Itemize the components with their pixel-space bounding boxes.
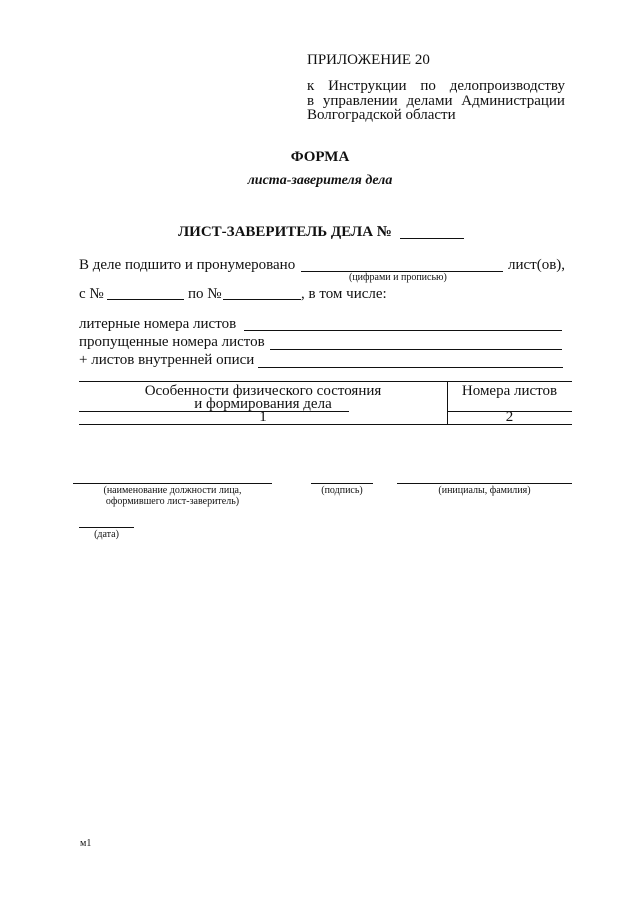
form-title: ФОРМА xyxy=(290,149,350,165)
instruction-word: Администрации xyxy=(461,93,565,109)
instruction-word: в xyxy=(307,93,315,109)
table-bottom-border xyxy=(79,424,572,425)
date-line xyxy=(79,527,134,528)
sheet-title: ЛИСТ-ЗАВЕРИТЕЛЬ ДЕЛА № xyxy=(178,224,392,240)
skipped-sheets-line xyxy=(270,349,562,350)
inner-inventory-label: + листов внутренней описи xyxy=(79,352,255,368)
instruction-line-3: Волгоградской области xyxy=(307,107,456,123)
to-number-label: по № xyxy=(188,286,222,302)
filed-label: В деле подшито и пронумеровано xyxy=(79,257,296,273)
initials-caption: (инициалы, фамилия) xyxy=(438,485,531,496)
table-header-features-line2: и формирования дела xyxy=(194,396,332,412)
instruction-word: делами xyxy=(406,93,453,109)
from-number-line xyxy=(107,299,184,300)
signature-caption: (подпись) xyxy=(321,485,363,496)
table-top-border xyxy=(79,381,572,382)
appendix-label: ПРИЛОЖЕНИЕ 20 xyxy=(307,52,430,68)
instruction-word: к xyxy=(307,78,315,94)
instruction-word: управлении xyxy=(322,93,398,109)
table-header-features-line1: Особенности физического состояния xyxy=(144,383,382,399)
signature-line xyxy=(311,483,373,484)
instruction-word: делопроизводству xyxy=(449,78,565,94)
letter-sheets-line xyxy=(244,330,562,331)
position-line xyxy=(73,483,272,484)
table-header-sheet-numbers: Номера листов xyxy=(461,383,558,399)
date-caption: (дата) xyxy=(94,529,119,540)
case-number-line xyxy=(400,238,464,239)
position-caption-line2: оформившего лист-заверитель) xyxy=(105,496,240,507)
form-subtitle: листа-заверителя дела xyxy=(247,173,393,188)
to-number-line xyxy=(223,299,301,300)
from-number-label: с № xyxy=(79,286,104,302)
page-mark: м1 xyxy=(80,838,92,849)
digits-hint: (цифрами и прописью) xyxy=(349,272,447,283)
inner-inventory-line xyxy=(258,367,563,368)
table-column-number-1: 1 xyxy=(259,409,267,425)
initials-line xyxy=(397,483,572,484)
position-caption-line1: (наименование должности лица, xyxy=(103,485,242,496)
instruction-word: Инструкции xyxy=(328,78,407,94)
skipped-sheets-label: пропущенные номера листов xyxy=(79,334,265,350)
letter-sheets-label: литерные номера листов xyxy=(79,316,237,332)
filed-suffix: лист(ов), xyxy=(508,257,566,273)
instruction-word: по xyxy=(420,78,436,94)
including-label: , в том числе: xyxy=(301,286,387,302)
table-column-number-2: 2 xyxy=(505,409,514,425)
